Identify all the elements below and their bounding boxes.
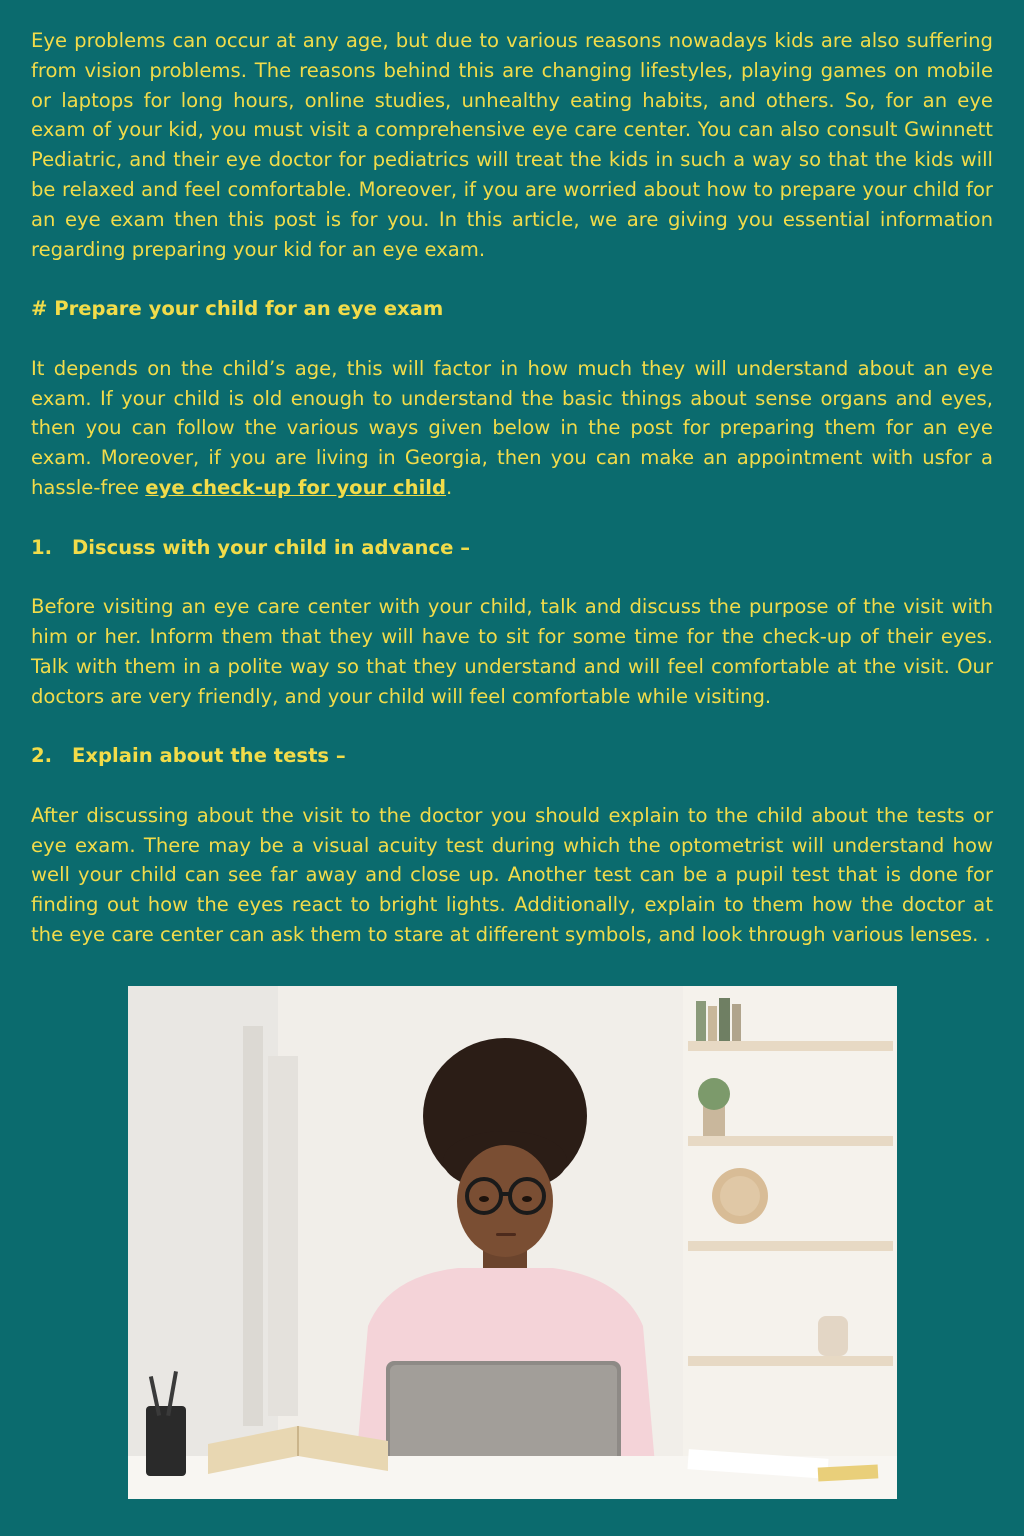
photo-illustration <box>128 986 897 1499</box>
link-trailing-period: . <box>446 475 453 499</box>
child-laptop-photo <box>128 986 897 1499</box>
article-body <box>31 26 993 950</box>
age-paragraph <box>31 354 993 503</box>
step-2-body: After discussing about the visit to the doctor you should explain to the child about the tests or eye exam. There may be a visual acuity test during which the optometrist will understand how well your child can see far away and close up. Another test can be a pupil test that is done for finding out how the eyes react to bright lights. Additionally, explain to them how the doctor at the eye care center can ask them to stare at different symbols, and look through various lenses. . <box>31 803 993 946</box>
spacer <box>31 562 993 592</box>
step-2-heading <box>31 741 993 771</box>
step-1-body: Before visiting an eye care center with your child, talk and discuss the purpose of the visit with him or her. Inform them that they will have to sit for some time for the check-up of their eyes. Talk with them in a polite way so that they understand and will feel comfortable at the visit. Our doctors are very friendly, and your child will feel comfortable while visiting. <box>31 595 993 708</box>
age-paragraph-text: It depends on the child’s age, this will factor in how much they will understand about an eye exam. If your child is old enough to understand the basic things about sense organs and eyes, then you can follow the various ways given below in the post for preparing them for an eye exam. Moreover, if you are living in Georgia, then you can make an appointment with usfor a hassle-free <box>31 356 993 499</box>
spacer <box>31 711 993 741</box>
step-1-number: 1. <box>31 535 53 559</box>
intro-paragraph: Eye problems can occur at any age, but due to various reasons nowadays kids are also suffering from vision problems. The reasons behind this are changing lifestyles, playing games on mobile or laptops for long hours, online studies, unhealthy eating habits, and others. So, for an eye exam of your kid, you must visit a comprehensive eye care center. You can also consult Gwinnett Pediatric, and their eye doctor for pediatrics will treat the kids in such a way so that the kids will be relaxed and feel comfortable. Moreover, if you are worried about how to prepare your child for an eye exam then this post is for you. In this article, we are giving you essential information regarding preparing your kid for an eye exam. <box>31 29 993 261</box>
step-1-title: Discuss with your child in advance – <box>72 535 471 559</box>
step-1-heading <box>31 533 993 563</box>
spacer <box>31 771 993 801</box>
spacer <box>31 324 993 354</box>
step-2-number: 2. <box>31 744 53 768</box>
spacer <box>31 264 993 294</box>
step-2-title: Explain about the tests – <box>72 744 346 768</box>
eye-checkup-link[interactable]: eye check-up for your child <box>145 475 447 499</box>
section-heading: # Prepare your child for an eye exam <box>31 297 444 321</box>
spacer <box>31 503 993 533</box>
